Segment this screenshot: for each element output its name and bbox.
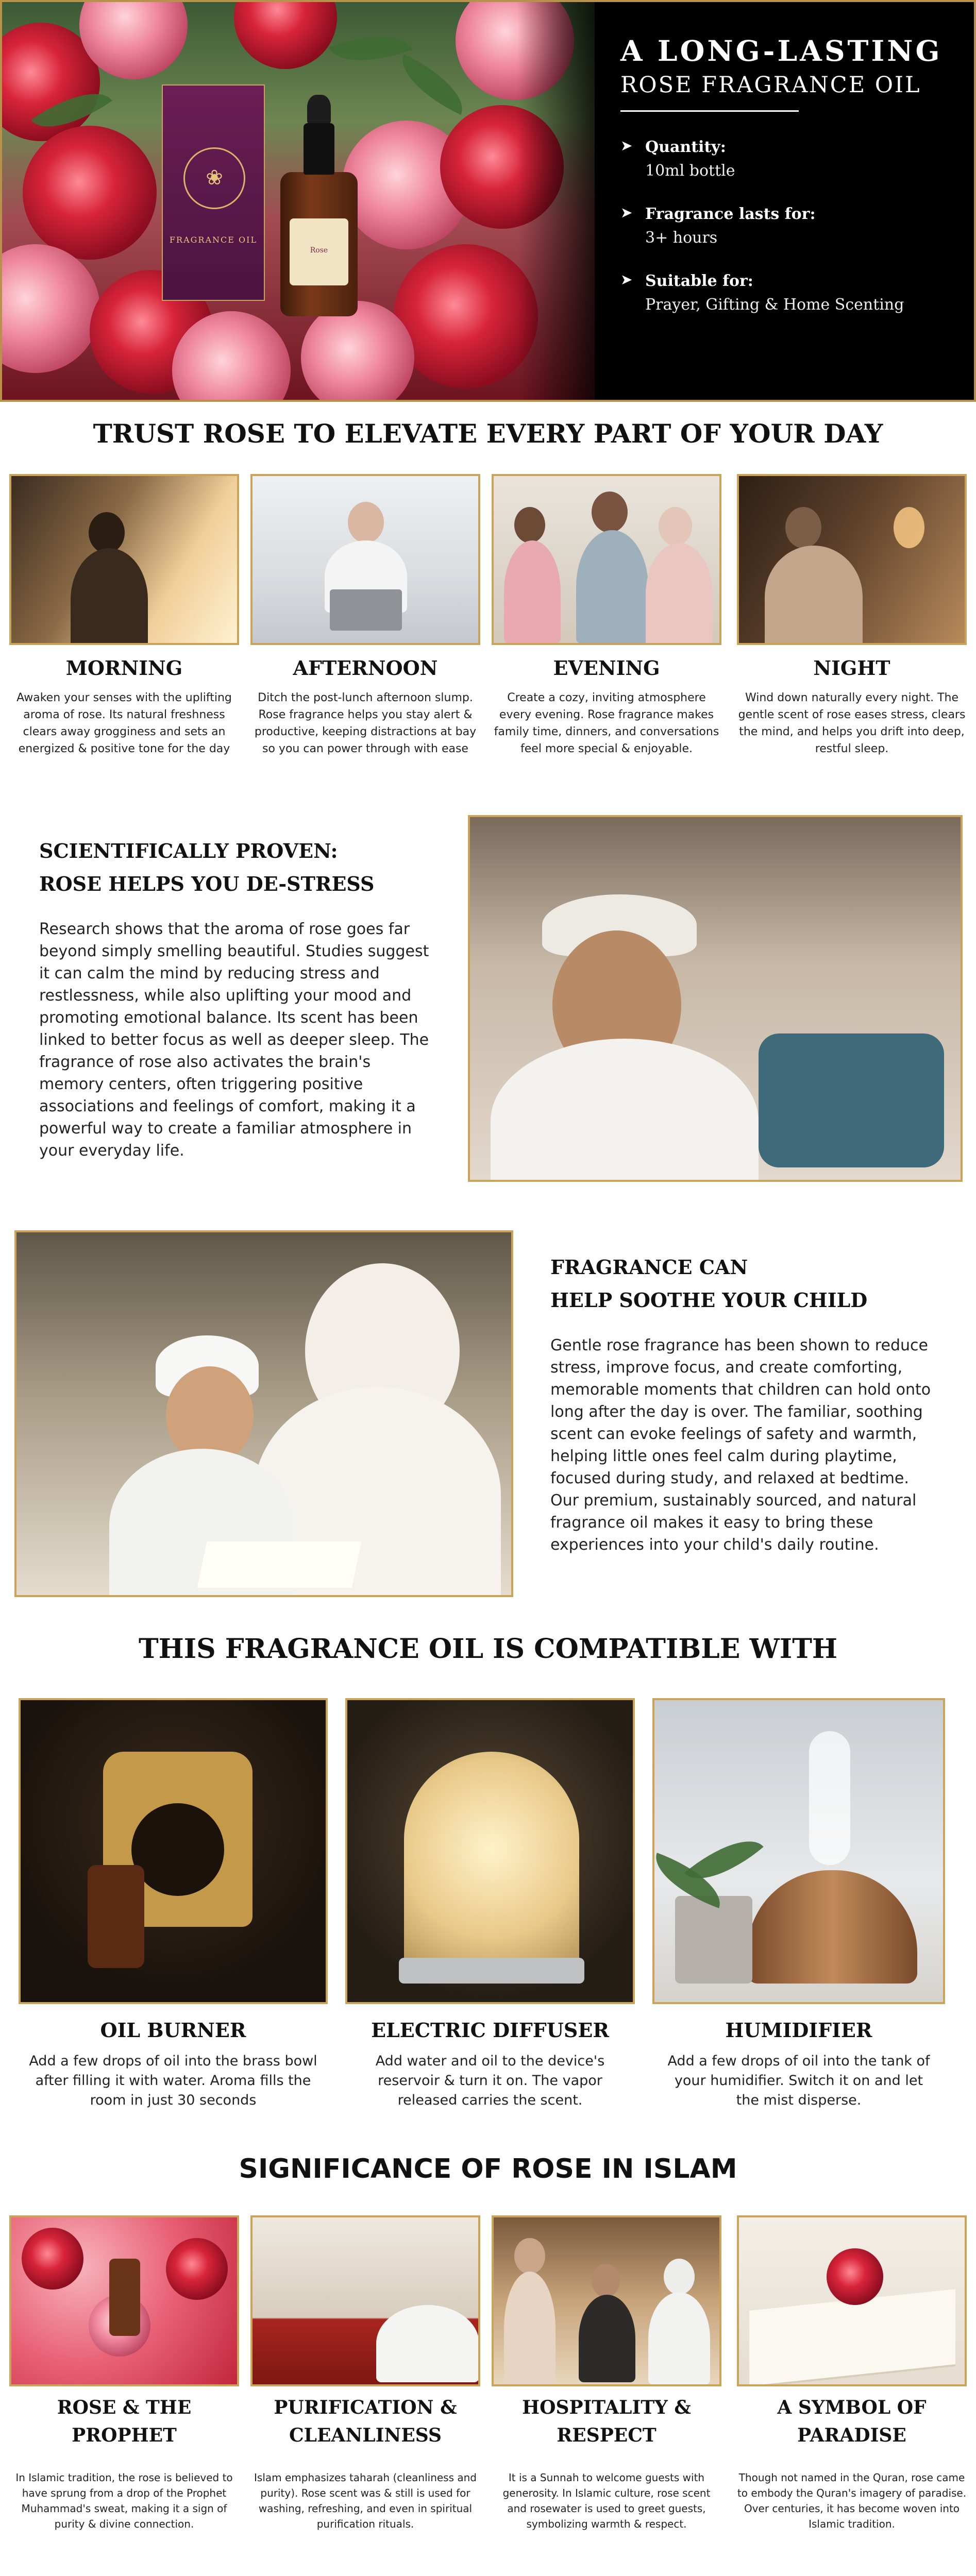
hospitality-text: It is a Sunnah to welcome guests with generosity. In Islamic culture, rose scent and rosewater is used to greet guests, symbolizing warmth & respect. <box>502 2471 711 2530</box>
product-bottle <box>280 172 358 316</box>
hero-title: A LONG-LASTING <box>620 34 943 67</box>
compatible-section <box>0 1623 976 2143</box>
prayer-photo <box>250 2215 480 2386</box>
hospitality-title: HOSPITALITY & RESPECT <box>522 2397 691 2446</box>
brand-emblem-icon: ❀ <box>183 147 245 209</box>
box-label: FRAGRANCE OIL <box>169 235 258 245</box>
arrow-right-icon: ➤ <box>620 204 633 221</box>
science-heading: SCIENTIFICALLY PROVEN: ROSE HELPS YOU DE-STRESS <box>39 839 375 895</box>
night-title: NIGHT <box>813 656 890 680</box>
night-text: Wind down naturally every night. The gentle scent of rose eases stress, clears the mind, and helps you drift into deep, restful sleep. <box>738 691 966 755</box>
evening-text: Create a cozy, inviting atmosphere every evening. Rose fragrance makes family time, dinners, and conversations feel more special & enjoyable. <box>494 691 719 755</box>
hero-product-image <box>2 2 595 400</box>
hero-banner <box>0 0 976 402</box>
arrow-right-icon: ➤ <box>620 137 633 154</box>
electric-diffuser-title: ELECTRIC DIFFUSER <box>371 2019 609 2042</box>
afternoon-photo <box>250 474 480 645</box>
humidifier-photo <box>652 1698 945 2004</box>
paradise-title: A SYMBOL OF PARADISE <box>777 2397 927 2446</box>
bottle-label: Rose <box>310 246 328 255</box>
morning-photo <box>9 474 239 645</box>
purification-title: PURIFICATION & CLEANLINESS <box>274 2397 457 2446</box>
child-section <box>0 1206 976 1623</box>
islam-section <box>0 2143 976 2576</box>
purification-text: Islam emphasizes taharah (cleanliness and purity). Rose scent was & still is used for washing, refreshing, and even in spiritual purification rituals. <box>254 2471 477 2530</box>
hero-subtitle: ROSE FRAGRANCE OIL <box>620 72 921 98</box>
oil-burner-text: Add a few drops of oil into the brass bowl after filling it with water. Aroma fills the room in just 30 seconds <box>29 2053 317 2108</box>
compatible-heading: THIS FRAGRANCE OIL IS COMPATIBLE WITH <box>138 1633 838 1665</box>
afternoon-title: AFTERNOON <box>293 656 438 680</box>
mother-child-photo <box>14 1230 513 1597</box>
hero-divider <box>620 110 799 112</box>
electric-diffuser-text: Add water and oil to the device's reservoir & turn it on. The vapor released carries the scent. <box>375 2053 605 2108</box>
evening-title: EVENING <box>553 656 660 680</box>
day-heading: TRUST ROSE TO ELEVATE EVERY PART OF YOUR DAY <box>93 418 883 449</box>
science-body: Research shows that the aroma of rose goes far beyond simply smelling beautiful. Studies suggest it can calm the mind by reducing stress and restlessness, while also uplifting your mood and promoting emotional balance. Its scent has been linked to better focus as well as deeper sleep. The fragrance of rose also activates the brain's memory centers, often triggering positive associations and feelings of comfort, making it a powerful way to create a familiar atmosphere in your everyday life. <box>39 920 429 1160</box>
morning-text: Awaken your senses with the uplifting aroma of rose. Its natural freshness clears away grogginess and sets an energized & positive tone for the day <box>16 691 232 755</box>
afternoon-text: Ditch the post-lunch afternoon slump. Rose fragrance helps you stay alert & productive, keeping distractions at bay so you can power through with ease <box>254 691 477 755</box>
roses-photo <box>9 2215 239 2386</box>
relaxing-man-photo <box>468 815 963 1182</box>
quran-photo <box>737 2215 967 2386</box>
oil-burner-photo <box>19 1698 328 2004</box>
paradise-text: Though not named in the Quran, rose came to embody the Quran's imagery of paradise. Over centuries, it has become woven into Islamic tradition. <box>737 2471 967 2530</box>
hospitality-photo <box>492 2215 721 2386</box>
science-section <box>0 783 976 1206</box>
humidifier-title: HUMIDIFIER <box>725 2019 872 2042</box>
arrow-right-icon: ➤ <box>620 271 633 288</box>
child-body: Gentle rose fragrance has been shown to reduce stress, improve focus, and create comforting, memorable moments that children can hold onto long after the day is over. The familiar, soothing scent can evoke feelings of safety and warmth, helping little ones feel calm during playtime, focused during study, and relaxed at bedtime. Our premium, sustainably sourced, and natural fragrance oil makes it easy to bring these experiences into your child's daily routine. <box>550 1336 931 1554</box>
electric-diffuser-photo <box>345 1698 635 2004</box>
rose-prophet-text: In Islamic tradition, the rose is believed to have sprung from a drop of the Prophet Muhammad's sweat, making it a sign of purity & divine connection. <box>15 2471 233 2530</box>
rose-prophet-title: ROSE & THE PROPHET <box>57 2397 192 2446</box>
night-photo <box>737 474 967 645</box>
day-section <box>0 402 976 783</box>
morning-title: MORNING <box>65 656 183 680</box>
evening-photo <box>492 474 721 645</box>
islam-heading: SIGNIFICANCE OF ROSE IN ISLAM <box>239 2154 737 2184</box>
humidifier-text: Add a few drops of oil into the tank of your humidifier. Switch it on and let the mist disperse. <box>667 2053 930 2108</box>
oil-burner-title: OIL BURNER <box>100 2019 246 2042</box>
hero-text-panel: A LONG-LASTING ROSE FRAGRANCE OIL ➤ Quantity: 10ml bottle ➤ Fragrance lasts for: 3+ hours ➤ Suitable for: Prayer, Gifting & Home Scenting <box>620 34 943 314</box>
child-heading: FRAGRANCE CAN HELP SOOTHE YOUR CHILD <box>550 1256 868 1312</box>
product-box <box>162 84 265 301</box>
